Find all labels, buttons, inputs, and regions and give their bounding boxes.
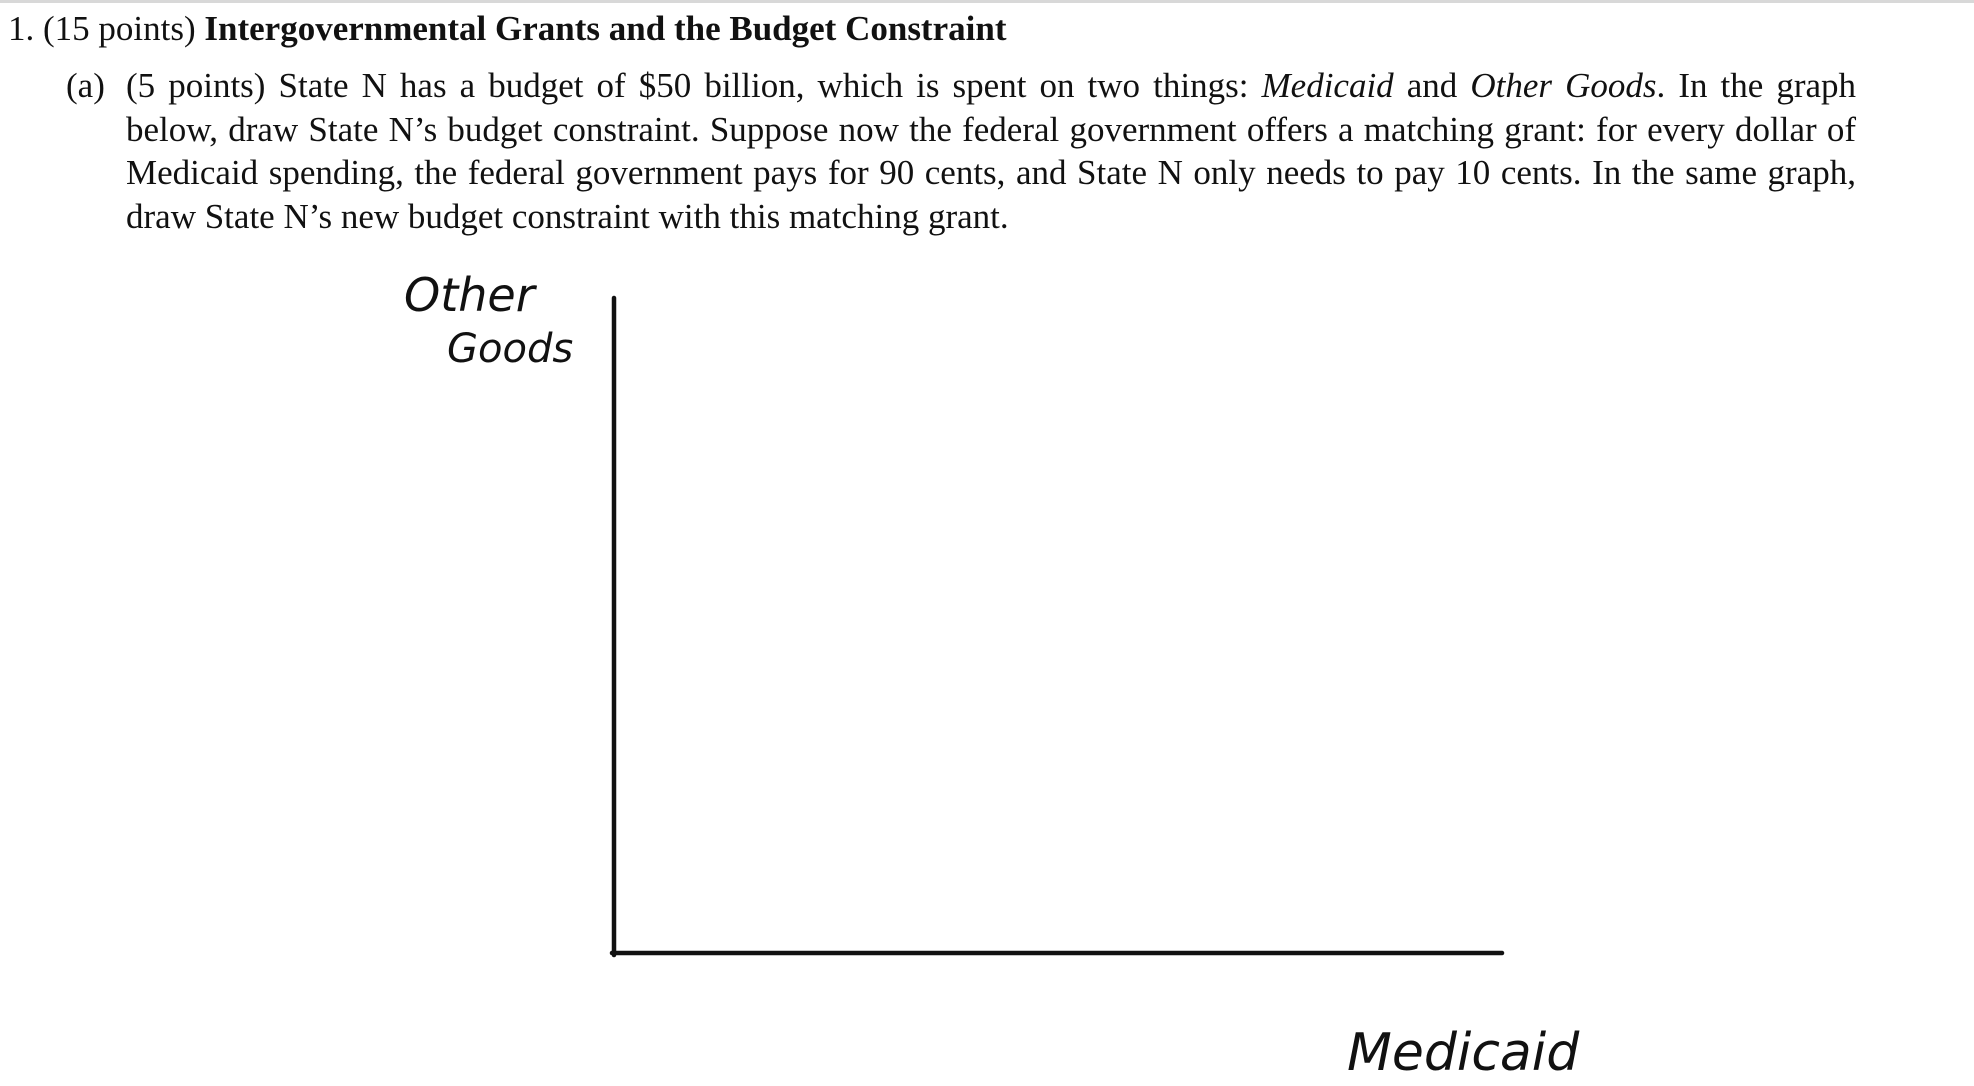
y-axis-label-line1: Other (404, 268, 535, 322)
part-a-text-2: . In the graph below, draw State N’s budget constraint. Suppose now the federal government offers a matching grant: for every dollar of Medicaid spending, the federal government pays for 90 cents, and State N only needs to pay 10 cents. In the same graph, draw State N’s new budget constraint with this matching grant. (126, 66, 1857, 236)
question-points: (15 points) (43, 9, 196, 48)
part-a-points: (5 points) (126, 66, 266, 105)
y-axis-label-line2: Goods (447, 326, 574, 372)
question-number: 1. (8, 9, 35, 48)
part-a-text-1: State N has a budget of $50 billion, which is spent on two things: (278, 66, 1249, 105)
medicaid-term: Medicaid (1261, 66, 1394, 105)
part-a-text-and: and (1406, 66, 1458, 105)
x-axis-label: Medicaid (1347, 1023, 1580, 1083)
other-goods-term: Other Goods (1470, 66, 1657, 105)
question-title: Intergovernmental Grants and the Budget Constraint (204, 9, 1007, 48)
part-a-label: (a) (66, 66, 105, 105)
